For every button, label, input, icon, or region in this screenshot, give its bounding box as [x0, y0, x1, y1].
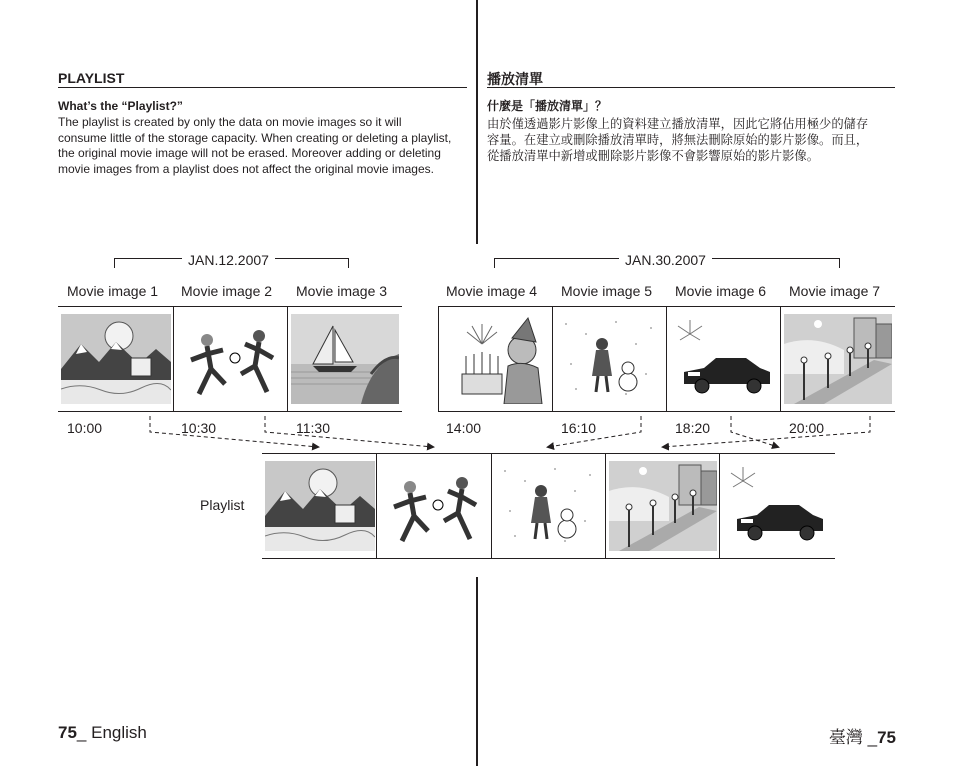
- movie-label-4: Movie image 4: [446, 283, 538, 299]
- section-rule-en: [58, 87, 467, 88]
- column-divider-top: [476, 0, 478, 244]
- page-number-left: 75: [58, 723, 77, 742]
- time-7: 20:00: [789, 420, 825, 436]
- footer-right: [829, 723, 896, 748]
- playlist-thumb-1: [262, 454, 377, 558]
- mountain-landscape-image: [265, 461, 375, 551]
- body-line: 由於僅透過影片影像上的資料建立播放清單，因此它將佔用極少的儲存: [487, 117, 869, 131]
- time-5: 16:10: [561, 420, 597, 436]
- movie-label-3: Movie image 3: [296, 283, 388, 299]
- street-lamps-image: [784, 314, 892, 404]
- soccer-players-image: [380, 461, 488, 551]
- section-rule-zh: [487, 87, 895, 88]
- playlist-thumb-3: [492, 454, 606, 558]
- playlist-label: Playlist: [200, 497, 245, 513]
- movie-label-7: Movie image 7: [789, 283, 881, 299]
- birthday-girl-image: [442, 314, 550, 404]
- snow-child-image: [556, 314, 664, 404]
- movie-label-5: Movie image 5: [561, 283, 653, 299]
- section-title-zh: 播放清單: [487, 71, 543, 87]
- street-lamps-image: [609, 461, 717, 551]
- movie-thumb-5: [553, 307, 667, 411]
- section-title-en: PLAYLIST: [58, 70, 125, 86]
- body-line: 從播放清單中新增或刪除影片影像不會影響原始的影片影像。: [487, 149, 820, 163]
- image-strip-right: [438, 306, 895, 412]
- image-strip-left: [58, 306, 402, 412]
- movie-thumb-2: [174, 307, 288, 411]
- playlist-thumb-5: [720, 454, 835, 558]
- movie-label-6: Movie image 6: [675, 283, 767, 299]
- movie-label-2: Movie image 2: [181, 283, 273, 299]
- date-label-2: JAN.30.2007: [619, 252, 712, 268]
- body-text-zh: [487, 116, 897, 164]
- playlist-thumb-4: [606, 454, 720, 558]
- movie-label-1: Movie image 1: [67, 283, 159, 299]
- footer-lang-left: _ English: [76, 723, 147, 742]
- page-number-right: 75: [877, 728, 896, 747]
- time-4: 14:00: [446, 420, 482, 436]
- movie-thumb-7: [781, 307, 895, 411]
- body-line: the original movie image will not be erased. Moreover adding or deleting: [58, 146, 441, 160]
- date-label-1: JAN.12.2007: [182, 252, 275, 268]
- car-image: [723, 461, 831, 551]
- time-3: 11:30: [296, 420, 330, 436]
- playlist-thumb-2: [377, 454, 492, 558]
- body-line: The playlist is created by only the data on movie images so it will: [58, 115, 402, 129]
- movie-thumb-3: [288, 307, 402, 411]
- body-line: consume little of the storage capacity. When creating or deleting a playlist,: [58, 130, 452, 145]
- movie-thumb-4: [438, 307, 553, 411]
- mountain-landscape-image: [61, 314, 171, 404]
- body-text-en: [58, 115, 470, 177]
- time-2: 10:30: [181, 420, 217, 436]
- question-en: What’s the “Playlist?”: [58, 99, 183, 113]
- column-divider-bottom: [476, 577, 478, 766]
- body-line: movie images from a playlist does not affect the original movie images.: [58, 161, 434, 176]
- movie-thumb-6: [667, 307, 781, 411]
- playlist-strip: [262, 453, 835, 559]
- soccer-players-image: [177, 314, 285, 404]
- footer-lang-right: 臺灣 _: [828, 728, 878, 747]
- question-zh: 什麼是「播放清單」？: [487, 99, 608, 113]
- time-6: 18:20: [675, 420, 711, 436]
- time-1: 10:00: [67, 420, 103, 436]
- sailboat-image: [291, 314, 399, 404]
- car-image: [670, 314, 778, 404]
- movie-thumb-1: [58, 307, 174, 411]
- body-line: 容量。在建立或刪除播放清單時，將無法刪除原始的影片影像。而且，: [487, 133, 869, 147]
- snow-child-image: [495, 461, 603, 551]
- footer-left: [58, 723, 147, 743]
